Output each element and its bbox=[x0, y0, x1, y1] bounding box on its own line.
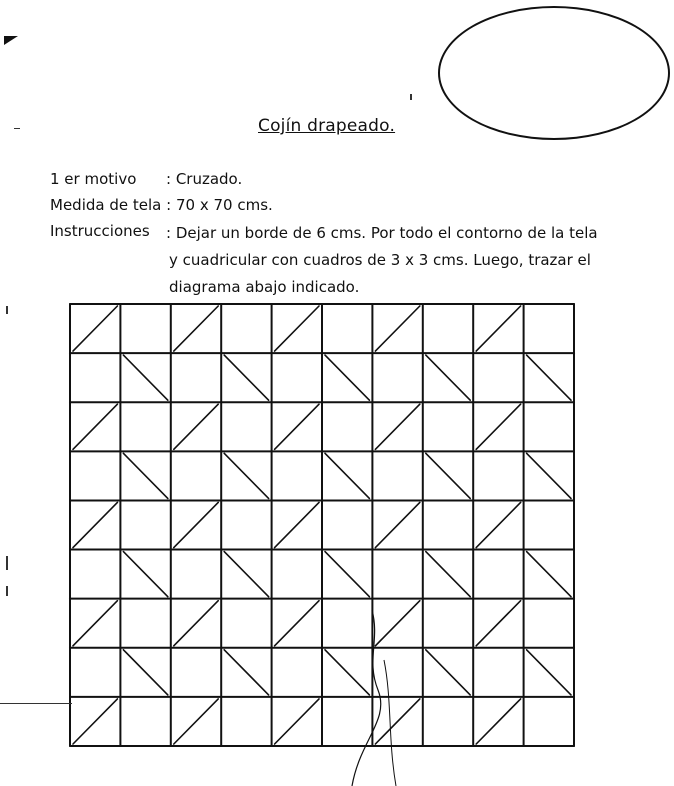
cell-diagonal-rising bbox=[73, 601, 117, 646]
cell-diagonal-rising bbox=[476, 306, 520, 351]
cell-diagonal-falling bbox=[224, 355, 268, 400]
cell-diagonal-falling bbox=[527, 355, 571, 400]
cell-diagonal-rising bbox=[73, 404, 117, 449]
cell-diagonal-falling bbox=[527, 650, 571, 695]
cell-diagonal-falling bbox=[224, 650, 268, 695]
field-value-medida: 70 x 70 cms. bbox=[176, 196, 273, 214]
cell-diagonal-rising bbox=[275, 699, 319, 744]
cell-diagonal-rising bbox=[73, 306, 117, 351]
cell-diagonal-rising bbox=[375, 502, 419, 547]
cell-diagonal-rising bbox=[375, 699, 419, 744]
cell-diagonal-rising bbox=[476, 404, 520, 449]
field-value-motivo: : Cruzado. bbox=[166, 170, 243, 188]
cell-diagonal-rising bbox=[174, 306, 218, 351]
pencil-squiggle-mark bbox=[384, 660, 396, 786]
cell-diagonal-falling bbox=[224, 453, 268, 498]
cell-diagonal-rising bbox=[476, 502, 520, 547]
scan-speck bbox=[6, 306, 8, 314]
cell-diagonal-falling bbox=[426, 355, 470, 400]
instructions-line-1: : Dejar un borde de 6 cms. Por todo el contorno de la tela bbox=[166, 224, 598, 242]
cell-diagonal-rising bbox=[174, 601, 218, 646]
cell-diagonal-rising bbox=[375, 306, 419, 351]
cell-diagonal-falling bbox=[527, 453, 571, 498]
cell-diagonal-rising bbox=[73, 699, 117, 744]
cell-diagonal-rising bbox=[375, 601, 419, 646]
field-label-instrucciones: Instrucciones bbox=[50, 222, 150, 240]
cell-diagonal-falling bbox=[123, 453, 167, 498]
cell-diagonal-rising bbox=[275, 502, 319, 547]
cell-diagonal-rising bbox=[174, 502, 218, 547]
cell-diagonal-falling bbox=[224, 552, 268, 597]
cell-diagonal-falling bbox=[123, 355, 167, 400]
cell-diagonal-rising bbox=[73, 502, 117, 547]
page-title: Cojín drapeado. bbox=[258, 116, 396, 136]
cell-diagonal-falling bbox=[123, 552, 167, 597]
instructions-line-2: y cuadricular con cuadros de 3 x 3 cms. Luego, trazar el bbox=[169, 251, 591, 269]
instructions-line-3: diagrama abajo indicado. bbox=[169, 278, 360, 296]
cell-diagonal-rising bbox=[174, 404, 218, 449]
cell-diagonal-falling bbox=[325, 552, 369, 597]
scan-speck bbox=[6, 556, 8, 570]
cell-diagonal-rising bbox=[275, 306, 319, 351]
cell-diagonal-falling bbox=[325, 355, 369, 400]
scan-speck bbox=[6, 586, 8, 596]
cell-diagonal-falling bbox=[426, 650, 470, 695]
cell-diagonal-falling bbox=[426, 453, 470, 498]
cell-diagonal-rising bbox=[174, 699, 218, 744]
field-label-medida: Medida de tela : bbox=[50, 196, 172, 214]
cell-diagonal-rising bbox=[375, 404, 419, 449]
scan-speck bbox=[14, 128, 20, 129]
cell-diagonal-falling bbox=[325, 453, 369, 498]
pencil-squiggle-mark bbox=[352, 610, 381, 786]
cell-diagonal-rising bbox=[275, 404, 319, 449]
cell-diagonal-rising bbox=[275, 601, 319, 646]
scan-speck bbox=[410, 94, 412, 100]
cell-diagonal-falling bbox=[426, 552, 470, 597]
cell-diagonal-rising bbox=[476, 601, 520, 646]
cell-diagonal-falling bbox=[325, 650, 369, 695]
cell-diagonal-falling bbox=[123, 650, 167, 695]
cell-diagonal-falling bbox=[527, 552, 571, 597]
field-label-motivo: 1 er motivo bbox=[50, 170, 137, 188]
scan-rule-line bbox=[0, 703, 72, 704]
cell-diagonal-rising bbox=[476, 699, 520, 744]
